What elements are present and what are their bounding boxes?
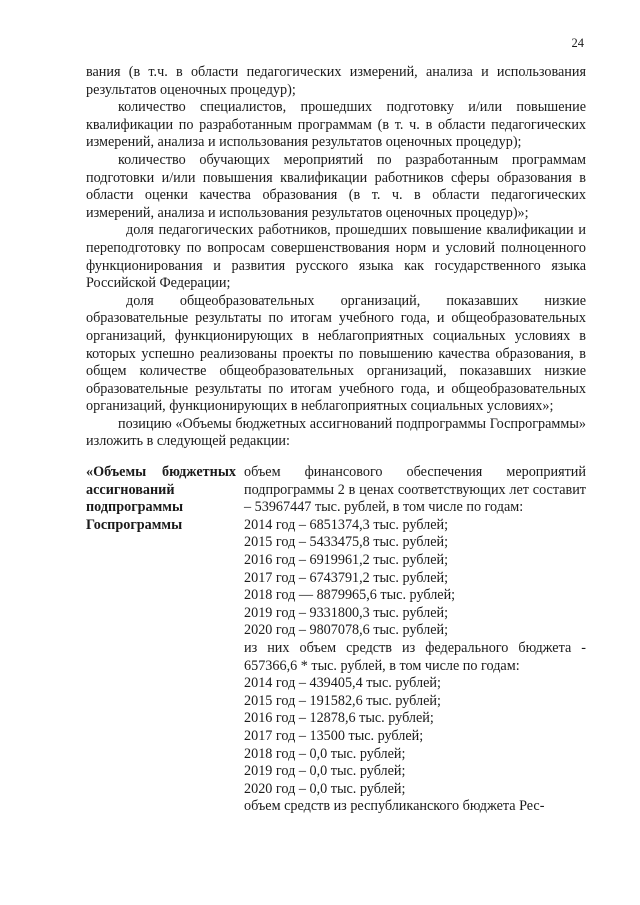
year-line: 2014 год – 439405,4 тыс. рублей; (244, 675, 441, 692)
year-line: 2017 год – 6743791,2 тыс. рублей; (244, 569, 449, 586)
year-line: 2016 год – 6919961,2 тыс. рублей; (244, 551, 449, 568)
year-line: 2018 год — 8879965,6 тыс. рублей; (244, 587, 456, 604)
year-line: 2018 год – 0,0 тыс. рублей; (244, 745, 406, 762)
paragraph: позицию «Объемы бюджетных ассигнований подпрограммы Госпрограммы» изложить в следующей редакции: (86, 415, 586, 450)
year-line: 2020 год – 9807078,6 тыс. рублей; (244, 622, 449, 639)
total-funding-text: объем финансового обеспечения мероприятий подпрограммы 2 в ценах соответствующих лет составит – 53967447 тыс. рублей, в том числе по годам: (244, 464, 586, 516)
paragraph: вания (в т.ч. в области педагогических измерений, анализа и использования результатов оценочных процедур); (86, 64, 586, 98)
body-text (86, 64, 586, 451)
table-label: «Объемы бюджетных ассигнований подпрограммы Госпрограммы (86, 464, 236, 533)
budget-table (86, 464, 586, 816)
year-line: 2016 год – 12878,6 тыс. рублей; (244, 710, 434, 727)
republic-funding-text: объем средств из республиканского бюджета Рес- (244, 798, 545, 815)
paragraph: количество обучающих мероприятий по разработанным программам подготовки и/или повышения квалификации работников сферы образования в области оценки качества образования (в т. ч. в области педагогических измерений, анализа и использования результатов оценочных процедур)»; (86, 151, 586, 221)
paragraph: доля общеобразовательных организаций, показавших низкие образовательные результаты по итогам учебного года, и общеобразовательных организаций, функционирующих в неблагоприятных социальных условиях в которых успешно реализованы проекты по повышению качества образования, в общем количестве общеобразовательных организаций, показавших низкие образовательные результаты по итогам учебного года, и общеобразовательных организаций, функционирующих в неблагоприятных социальных условиях»; (86, 292, 586, 415)
year-line: 2015 год – 191582,6 тыс. рублей; (244, 692, 441, 709)
year-line: 2014 год – 6851374,3 тыс. рублей; (244, 516, 449, 533)
federal-funding-text: из них объем средств из федерального бюджета - 657366,6 * тыс. рублей, в том числе по годам: (244, 639, 586, 674)
paragraph: доля педагогических работников, прошедших повышение квалификации и переподготовку по вопросам совершенствования норм и условий полноценного функционирования и развития русского языка как государственного языка Российской Федерации; (86, 222, 586, 292)
year-line: 2019 год – 9331800,3 тыс. рублей; (244, 604, 449, 621)
year-line: 2020 год – 0,0 тыс. рублей; (244, 780, 406, 797)
paragraph: количество специалистов, прошедших подготовку и/или повышение квалификации по разработанным программам (в т. ч. в области педагогических измерений, анализа и использования результатов оценочных процедур); (86, 99, 586, 151)
year-line: 2019 год – 0,0 тыс. рублей; (244, 763, 406, 780)
page-number: 24 (571, 36, 584, 50)
year-line: 2017 год – 13500 тыс. рублей; (244, 727, 424, 744)
year-line: 2015 год – 5433475,8 тыс. рублей; (244, 534, 449, 551)
table-content (244, 464, 586, 816)
